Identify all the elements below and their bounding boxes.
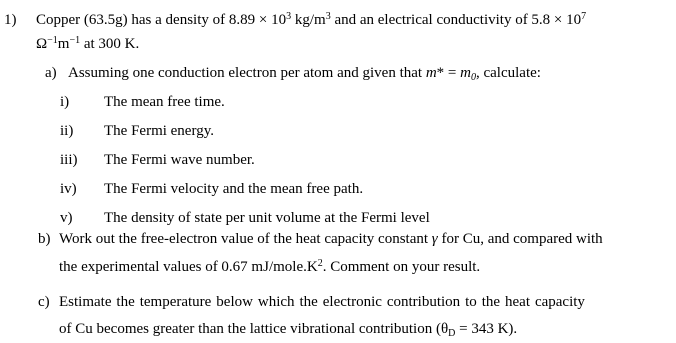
- problem-number: 1): [4, 12, 17, 28]
- intro-ohm-exp: −1: [47, 35, 58, 46]
- m0-subscript: 0: [470, 72, 476, 83]
- part-b-line-1: [59, 230, 603, 248]
- problem-intro-line-2: [36, 35, 139, 53]
- part-c-text-1: of Cu becomes greater than the lattice vibrational contribution (θ: [59, 321, 449, 337]
- intro-sup-3: 7: [581, 11, 587, 22]
- theta-d-subscript: D: [448, 328, 456, 339]
- intro-m: m: [57, 36, 70, 52]
- item-ii-marker: ii): [60, 123, 74, 139]
- intro-ohm: Ω: [36, 36, 48, 52]
- item-i-marker: i): [60, 94, 70, 110]
- problem-intro-line-1: [36, 11, 586, 29]
- item-iii-text: The Fermi wave number.: [104, 152, 255, 168]
- intro-sup-2: 3: [325, 11, 331, 22]
- intro-m-exp: −1: [69, 35, 81, 46]
- part-a-text-2: , calculate:: [475, 65, 541, 81]
- item-iv-text: The Fermi velocity and the mean free path.: [104, 181, 364, 197]
- item-ii-text: The Fermi energy.: [104, 123, 214, 139]
- part-b-marker: b): [38, 231, 51, 247]
- item-iv-marker: iv): [60, 181, 77, 197]
- intro-temp: at 300 K.: [80, 36, 140, 52]
- part-a-text-1: Assuming one conduction electron per atom and given that: [68, 65, 426, 81]
- gamma-symbol: γ: [431, 231, 438, 247]
- star-equals: * =: [436, 65, 461, 81]
- part-c-line-2: [59, 320, 517, 338]
- part-b-text-1: Work out the free-electron value of the heat capacity constant: [59, 231, 432, 247]
- part-c-line-1: Estimate the temperature below which the electronic contribution to the heat capacity: [59, 294, 585, 310]
- part-c-marker: c): [38, 294, 50, 310]
- item-i-text: The mean free time.: [104, 94, 225, 110]
- part-a-prompt: [68, 64, 541, 82]
- item-v-text: The density of state per unit volume at the Fermi level: [104, 210, 430, 226]
- m-star-symbol: m: [425, 65, 437, 81]
- part-b-line-2: [59, 258, 480, 276]
- part-b-text-3: the experimental values of 0.67 mJ/mole.K: [59, 259, 318, 275]
- part-b-sup: 2: [317, 258, 323, 269]
- intro-text-1: Copper (63.5g) has a density of 8.89 × 10: [36, 12, 287, 28]
- part-a-marker: a): [45, 65, 57, 81]
- part-b-text-4: . Comment on your result.: [322, 259, 481, 275]
- part-b-text-2: for Cu, and compared with: [437, 231, 603, 247]
- item-v-marker: v): [60, 210, 73, 226]
- m0-symbol: m: [460, 65, 471, 81]
- intro-text-3: and an electrical conductivity of 5.8 × 10: [330, 12, 582, 28]
- intro-text-2: kg/m: [291, 12, 326, 28]
- item-iii-marker: iii): [60, 152, 78, 168]
- intro-sup-1: 3: [286, 11, 292, 22]
- part-c-text-2: = 343 K).: [455, 321, 518, 337]
